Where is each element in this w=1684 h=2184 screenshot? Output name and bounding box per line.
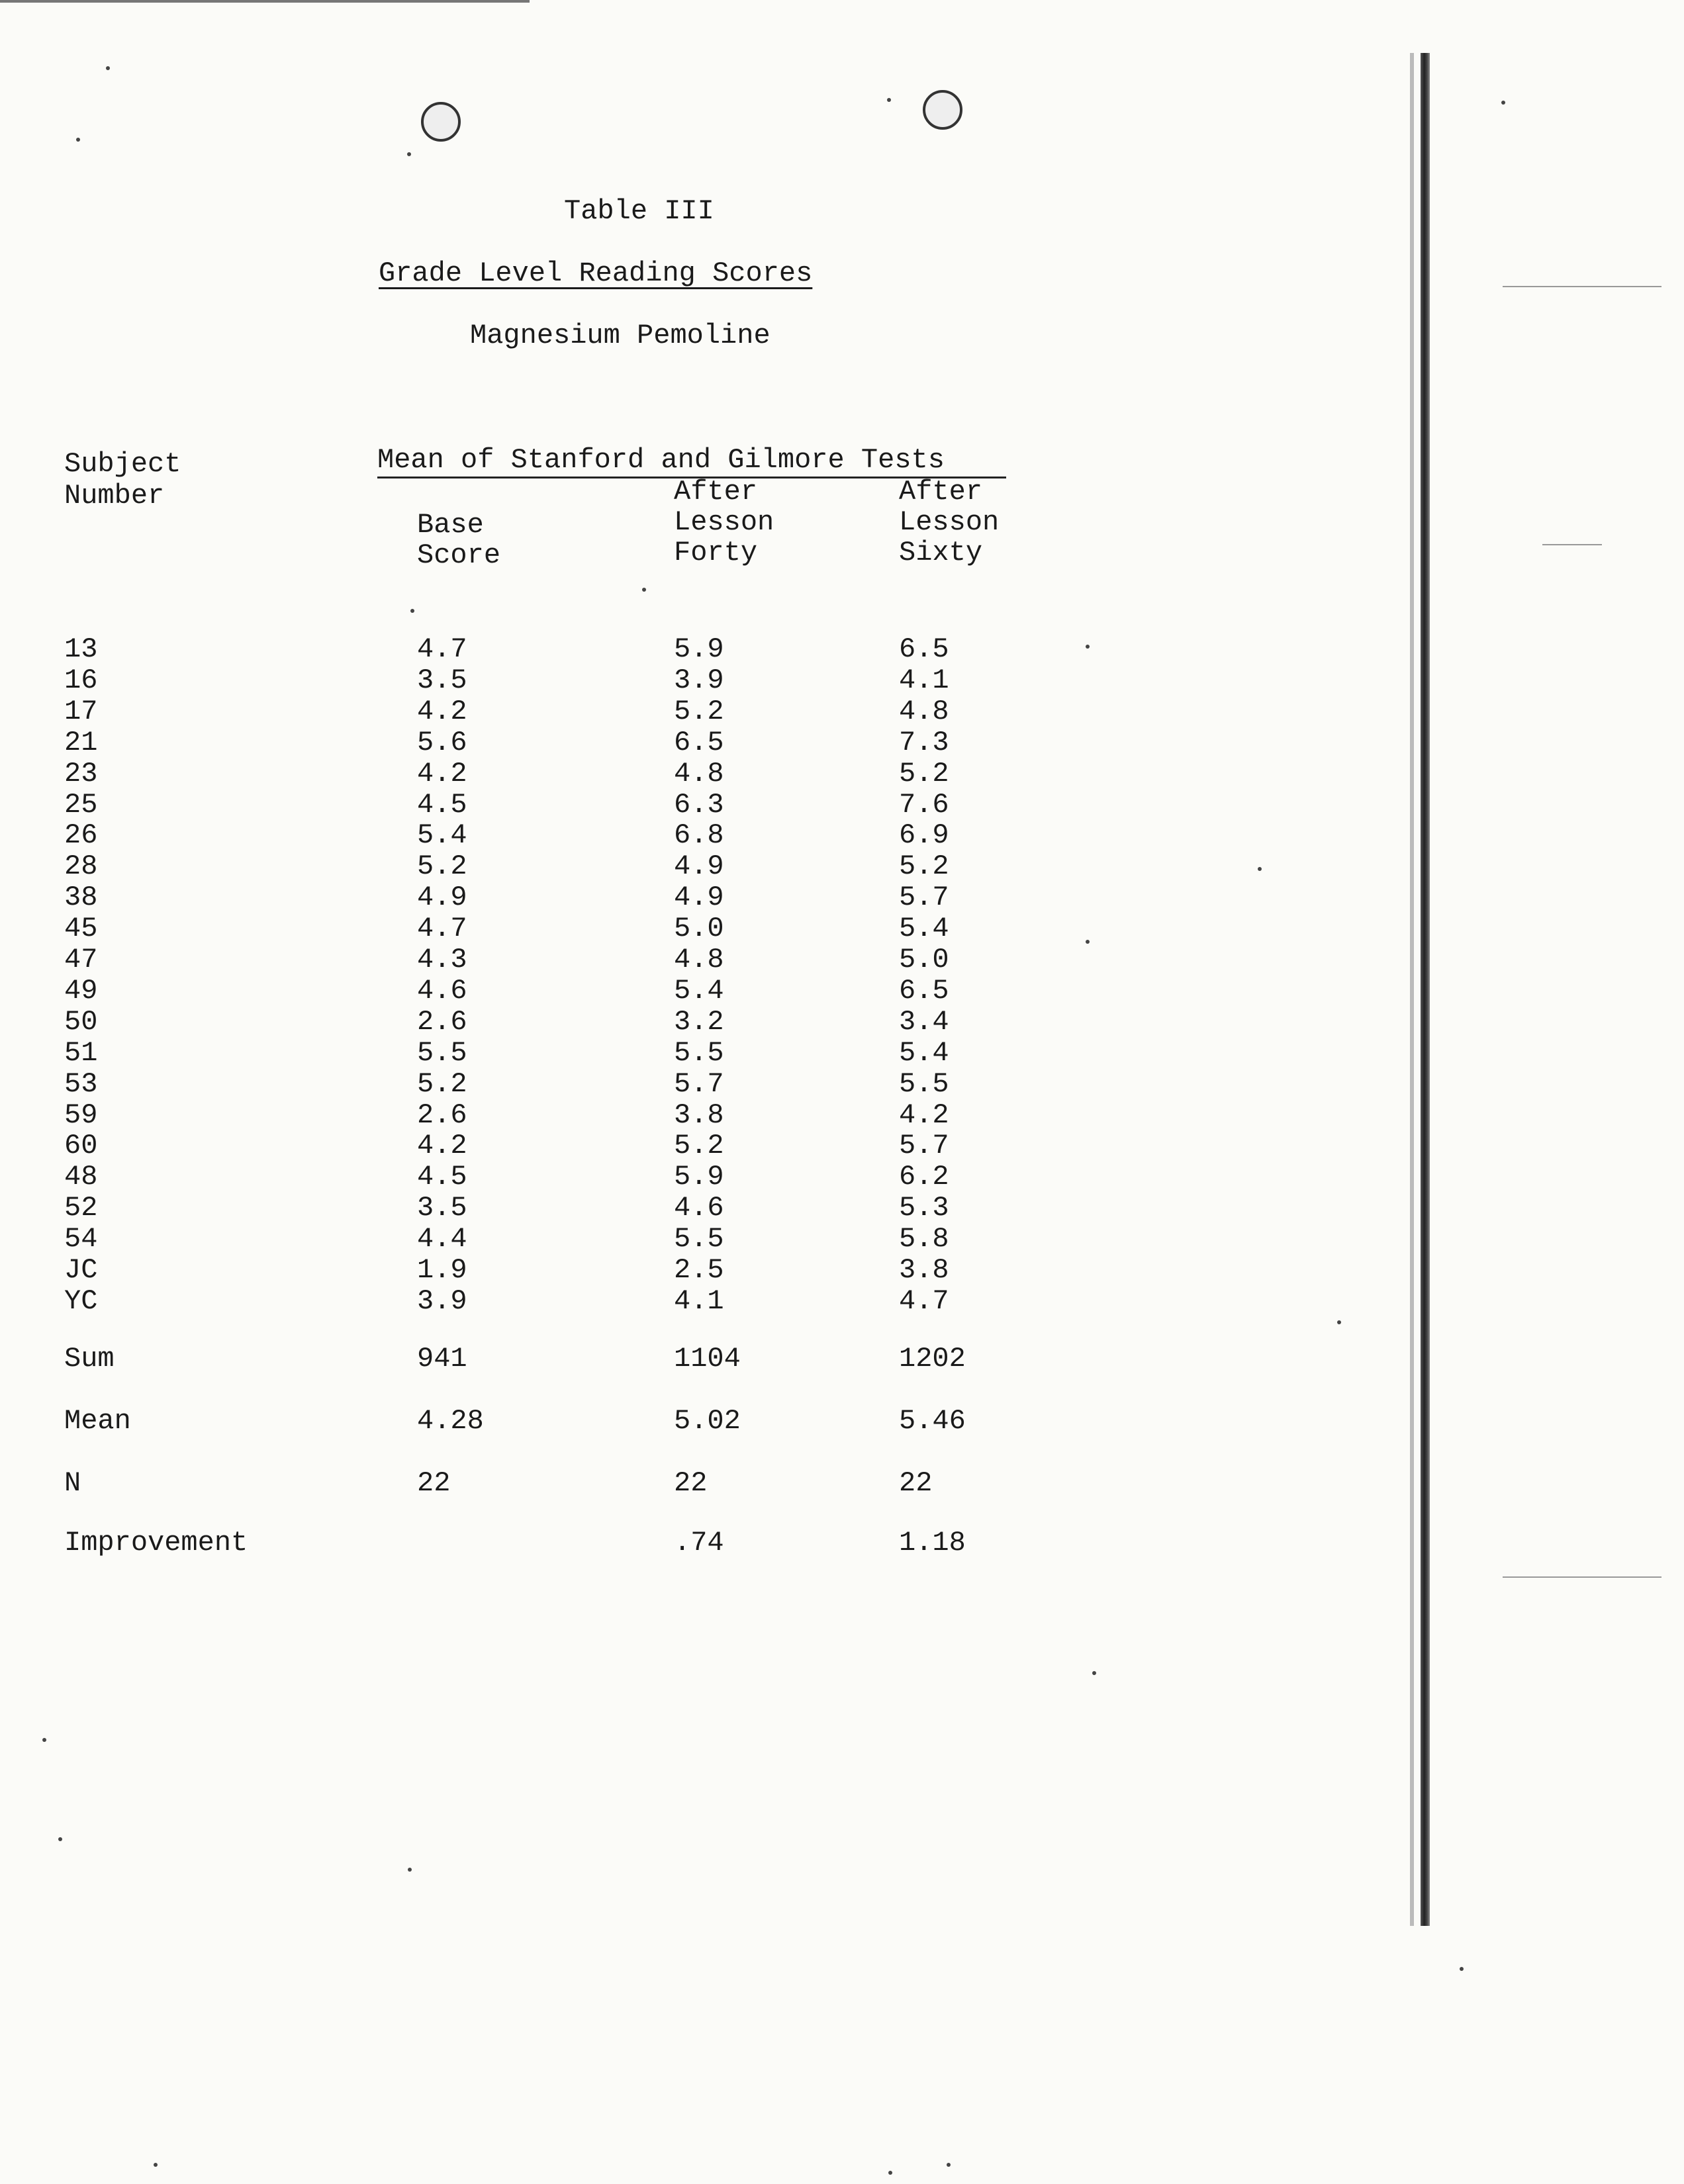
forty-cell: 4.9 [674, 882, 724, 914]
base-cell: 5.6 [417, 726, 467, 758]
base-cell: 4.28 [417, 1405, 484, 1437]
base-header-line2: Score [417, 539, 501, 571]
forty-cell: 5.02 [674, 1405, 741, 1437]
subject-cell: 28 [64, 850, 98, 883]
base-cell: 2.6 [417, 1099, 467, 1131]
sixty-header-line3: Sixty [899, 537, 983, 569]
base-cell: 2.6 [417, 1005, 467, 1038]
speck [1086, 940, 1090, 944]
subject-cell: 16 [64, 664, 98, 696]
summary-label: Sum [64, 1343, 115, 1375]
speck [410, 609, 414, 613]
base-cell: 4.7 [417, 633, 467, 665]
forty-cell: 5.0 [674, 913, 724, 945]
subject-cell: 51 [64, 1036, 98, 1069]
base-cell: 5.4 [417, 819, 467, 852]
sixty-cell: 6.9 [899, 819, 949, 852]
subject-cell: YC [64, 1285, 98, 1317]
sixty-cell: 5.2 [899, 850, 949, 883]
base-cell: 4.9 [417, 882, 467, 914]
speck [1258, 867, 1262, 871]
speck [1092, 1671, 1096, 1675]
binder-shadow [1410, 53, 1414, 1926]
sixty-cell: 5.7 [899, 1130, 949, 1162]
speck [1086, 645, 1090, 649]
speck [1337, 1320, 1341, 1324]
base-cell: 4.2 [417, 695, 467, 727]
sixty-cell: 22 [899, 1467, 933, 1499]
subject-cell: 59 [64, 1099, 98, 1131]
subject-cell: JC [64, 1254, 98, 1286]
subject-header-line2: Number [64, 480, 165, 512]
sixty-cell: 5.8 [899, 1223, 949, 1255]
forty-cell: 4.8 [674, 944, 724, 976]
table-title: Grade Level Reading Scores [379, 257, 813, 289]
subject-cell: 13 [64, 633, 98, 665]
base-cell: 4.7 [417, 913, 467, 945]
base-cell: 4.5 [417, 1161, 467, 1193]
subject-cell: 26 [64, 819, 98, 852]
sixty-cell: 5.2 [899, 757, 949, 790]
margin-dash [1503, 1576, 1661, 1578]
base-cell: 1.9 [417, 1254, 467, 1286]
base-cell: 4.2 [417, 1130, 467, 1162]
sixty-cell: 4.7 [899, 1285, 949, 1317]
speck [642, 588, 646, 592]
sixty-cell: 3.8 [899, 1254, 949, 1286]
speck [76, 138, 80, 142]
subject-cell: 38 [64, 882, 98, 914]
sixty-cell: 6.2 [899, 1161, 949, 1193]
forty-cell: 5.2 [674, 1130, 724, 1162]
sixty-cell: 7.6 [899, 788, 949, 821]
subject-cell: 48 [64, 1161, 98, 1193]
summary-label: N [64, 1467, 81, 1499]
base-cell: 4.6 [417, 974, 467, 1007]
speck [154, 2163, 158, 2167]
forty-cell: 5.5 [674, 1036, 724, 1069]
margin-dash [1503, 286, 1661, 287]
subject-cell: 25 [64, 788, 98, 821]
binder-edge-line [1421, 53, 1430, 1926]
forty-cell: 4.1 [674, 1285, 724, 1317]
forty-cell: 6.3 [674, 788, 724, 821]
subject-cell: 17 [64, 695, 98, 727]
speck [106, 66, 110, 70]
sixty-cell: 5.7 [899, 882, 949, 914]
sixty-cell: 5.46 [899, 1405, 966, 1437]
speck [888, 2171, 892, 2175]
subject-cell: 54 [64, 1223, 98, 1255]
forty-cell: 5.9 [674, 1161, 724, 1193]
forty-cell: 5.4 [674, 974, 724, 1007]
base-cell: 941 [417, 1343, 467, 1375]
base-cell: 3.9 [417, 1285, 467, 1317]
subject-cell: 47 [64, 944, 98, 976]
sixty-cell: 6.5 [899, 633, 949, 665]
speck [1460, 1967, 1464, 1971]
base-cell: 22 [417, 1467, 451, 1499]
base-cell: 3.5 [417, 1192, 467, 1224]
sixty-cell: 5.4 [899, 1036, 949, 1069]
forty-cell: 3.9 [674, 664, 724, 696]
base-cell: 3.5 [417, 664, 467, 696]
speck [407, 152, 411, 156]
forty-cell: 6.8 [674, 819, 724, 852]
subject-cell: 23 [64, 757, 98, 790]
sixty-header-line2: Lesson [899, 506, 1000, 538]
subject-cell: 60 [64, 1130, 98, 1162]
forty-cell: 5.7 [674, 1068, 724, 1100]
sixty-cell: 4.8 [899, 695, 949, 727]
subject-cell: 49 [64, 974, 98, 1007]
forty-cell: .74 [674, 1527, 724, 1559]
sixty-cell: 5.4 [899, 913, 949, 945]
sixty-cell: 1202 [899, 1343, 966, 1375]
forty-header-line3: Forty [674, 537, 758, 569]
sixty-cell: 1.18 [899, 1527, 966, 1559]
subject-cell: 45 [64, 913, 98, 945]
forty-cell: 22 [674, 1467, 708, 1499]
speck [887, 98, 891, 102]
punch-hole-left [421, 102, 461, 142]
forty-header-line2: Lesson [674, 506, 774, 538]
forty-cell: 1104 [674, 1343, 741, 1375]
sixty-cell: 7.3 [899, 726, 949, 758]
base-cell: 4.5 [417, 788, 467, 821]
sixty-cell: 4.2 [899, 1099, 949, 1131]
forty-cell: 3.8 [674, 1099, 724, 1131]
speck [58, 1837, 62, 1841]
sixty-cell: 5.3 [899, 1192, 949, 1224]
group-header: Mean of Stanford and Gilmore Tests [377, 444, 945, 476]
forty-cell: 4.8 [674, 757, 724, 790]
forty-cell: 3.2 [674, 1005, 724, 1038]
base-cell: 5.2 [417, 850, 467, 883]
forty-cell: 2.5 [674, 1254, 724, 1286]
speck [408, 1868, 412, 1872]
page-top-edge [0, 0, 530, 3]
subject-cell: 21 [64, 726, 98, 758]
base-header-line1: Base [417, 509, 484, 541]
base-cell: 4.3 [417, 944, 467, 976]
table-subtitle: Magnesium Pemoline [470, 320, 771, 351]
forty-cell: 6.5 [674, 726, 724, 758]
sixty-cell: 3.4 [899, 1005, 949, 1038]
sixty-cell: 6.5 [899, 974, 949, 1007]
speck [947, 2163, 951, 2167]
base-cell: 5.5 [417, 1036, 467, 1069]
speck [42, 1738, 46, 1742]
margin-dash [1542, 544, 1602, 545]
summary-label: Improvement [64, 1527, 248, 1559]
sixty-cell: 5.0 [899, 944, 949, 976]
base-cell: 5.2 [417, 1068, 467, 1100]
subject-cell: 53 [64, 1068, 98, 1100]
forty-header-line1: After [674, 476, 758, 508]
subject-cell: 52 [64, 1192, 98, 1224]
subject-header-line1: Subject [64, 448, 181, 480]
forty-cell: 5.2 [674, 695, 724, 727]
punch-hole-right [923, 90, 962, 130]
forty-cell: 5.5 [674, 1223, 724, 1255]
summary-label: Mean [64, 1405, 131, 1437]
speck [1501, 101, 1505, 105]
subject-cell: 50 [64, 1005, 98, 1038]
table-number: Table III [564, 195, 714, 227]
base-cell: 4.2 [417, 757, 467, 790]
forty-cell: 4.9 [674, 850, 724, 883]
base-cell: 4.4 [417, 1223, 467, 1255]
sixty-cell: 5.5 [899, 1068, 949, 1100]
sixty-header-line1: After [899, 476, 983, 508]
forty-cell: 5.9 [674, 633, 724, 665]
sixty-cell: 4.1 [899, 664, 949, 696]
forty-cell: 4.6 [674, 1192, 724, 1224]
